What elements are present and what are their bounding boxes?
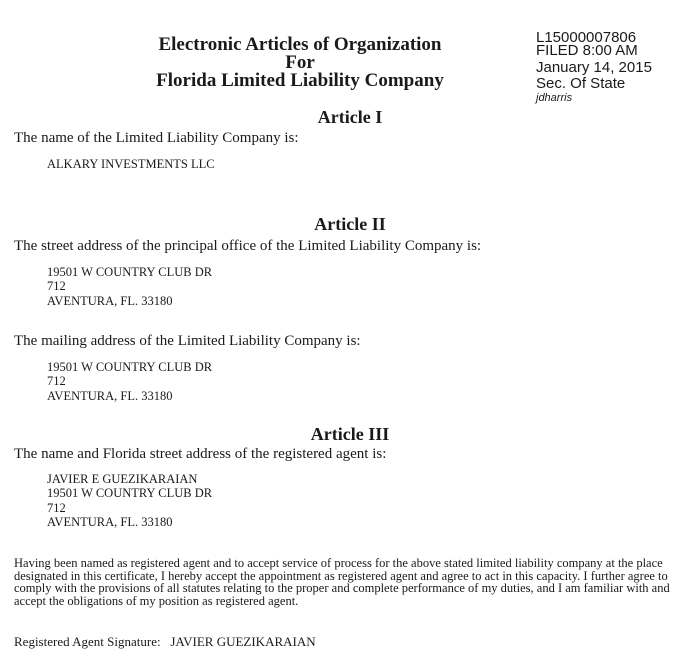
article-2-heading: Article II — [314, 214, 386, 234]
stamp-document-number: L15000007806 — [536, 29, 637, 46]
stamp-clerk: jdharris — [536, 92, 573, 104]
principal-office-lead: The street address of the principal office of the Limited Liability Company is: — [14, 238, 482, 254]
agent-name: JAVIER E GUEZIKARAIAN — [47, 472, 198, 486]
principal-address-line: 712 — [47, 279, 66, 293]
principal-address-line: AVENTURA, FL. 33180 — [47, 294, 173, 308]
mailing-address-line: 712 — [47, 374, 66, 388]
article-1-heading: Article I — [317, 107, 383, 127]
article-3-heading: Article III — [310, 424, 390, 444]
agent-signature-line — [14, 634, 316, 650]
mailing-address-line: 19501 W COUNTRY CLUB DR — [47, 360, 213, 374]
agent-address-line: 712 — [47, 501, 66, 515]
document-title-line1: Electronic Articles of Organization — [158, 34, 442, 55]
signature-label: Registered Agent Signature: — [14, 634, 161, 649]
stamp-filed-time: FILED 8:00 AM — [536, 42, 638, 59]
mailing-address-line: AVENTURA, FL. 33180 — [47, 389, 173, 403]
registered-agent-lead: The name and Florida street address of the registered agent is: — [14, 446, 387, 462]
document-title-line3: Florida Limited Liability Company — [156, 70, 444, 91]
agent-acceptance-statement: Having been named as registered agent and to accept service of process for the above stated limited liability company at the place designated in this certificate, I hereby accept the appointment as registered agent and agree to act in this capacity. I further agree to comply with the provisions of all statutes relating to the proper and complete performance of my duties, and I am familiar with and accept the obligations of my position as registered agent. — [14, 556, 670, 608]
document-title-line2: For — [285, 52, 315, 73]
signature-value: JAVIER GUEZIKARAIAN — [170, 634, 316, 649]
article-1-lead: The name of the Limited Liability Company is: — [14, 130, 299, 146]
stamp-office: Sec. Of State — [536, 75, 626, 92]
agent-address-line: 19501 W COUNTRY CLUB DR — [47, 486, 213, 500]
agent-address-line: AVENTURA, FL. 33180 — [47, 515, 173, 529]
mailing-address-lead: The mailing address of the Limited Liability Company is: — [14, 333, 361, 349]
stamp-filed-date: January 14, 2015 — [536, 59, 652, 76]
llc-name: ALKARY INVESTMENTS LLC — [47, 157, 215, 171]
principal-address-line: 19501 W COUNTRY CLUB DR — [47, 265, 213, 279]
